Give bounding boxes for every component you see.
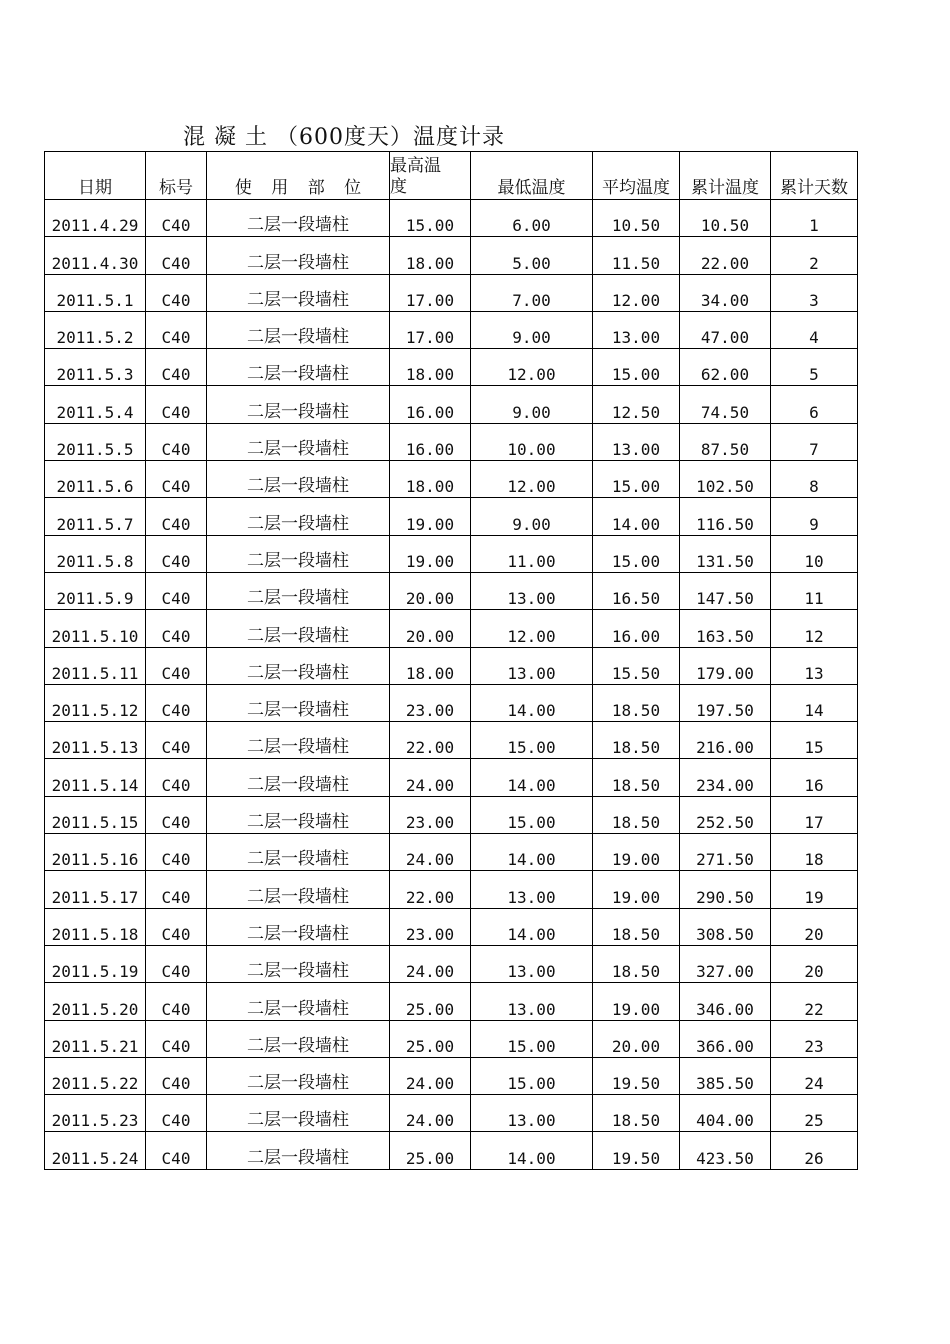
date-cell: 2011.4.29	[45, 200, 146, 237]
grade-cell: C40	[146, 908, 207, 945]
avg-temp-cell: 14.00	[593, 498, 680, 535]
cum-temp-cell: 34.00	[680, 274, 771, 311]
table-row	[45, 610, 858, 647]
max-temp-cell: 19.00	[390, 535, 471, 572]
avg-temp-cell: 13.00	[593, 311, 680, 348]
cum-days-cell: 11	[771, 572, 858, 609]
cum-temp-cell: 385.50	[680, 1057, 771, 1094]
avg-temp-cell: 12.00	[593, 274, 680, 311]
date-cell: 2011.5.9	[45, 572, 146, 609]
cum-days-cell: 13	[771, 647, 858, 684]
max-temp-cell: 18.00	[390, 349, 471, 386]
cum-temp-cell: 147.50	[680, 572, 771, 609]
grade-cell: C40	[146, 461, 207, 498]
temperature-log-table	[44, 151, 858, 1170]
table-row	[45, 1095, 858, 1132]
avg-temp-cell: 15.50	[593, 647, 680, 684]
grade-cell: C40	[146, 871, 207, 908]
cum-days-cell: 4	[771, 311, 858, 348]
location-cell: 二层一段墙柱	[207, 1020, 390, 1057]
location-cell: 二层一段墙柱	[207, 945, 390, 982]
date-cell: 2011.5.3	[45, 349, 146, 386]
header-row	[45, 152, 858, 200]
max-temp-cell: 23.00	[390, 796, 471, 833]
avg-temp-cell: 18.50	[593, 684, 680, 721]
max-temp-cell: 24.00	[390, 945, 471, 982]
cum-temp-cell: 116.50	[680, 498, 771, 535]
avg-temp-cell: 19.50	[593, 1057, 680, 1094]
avg-temp-cell: 12.50	[593, 386, 680, 423]
table-row	[45, 1020, 858, 1057]
cum-days-cell: 1	[771, 200, 858, 237]
avg-temp-cell: 10.50	[593, 200, 680, 237]
min-temp-cell: 13.00	[471, 983, 593, 1020]
table-row	[45, 1057, 858, 1094]
location-cell: 二层一段墙柱	[207, 834, 390, 871]
cum-days-cell: 15	[771, 722, 858, 759]
table-row	[45, 647, 858, 684]
date-cell: 2011.5.20	[45, 983, 146, 1020]
cum-temp-cell: 74.50	[680, 386, 771, 423]
header-avg-temp: 平均温度	[593, 152, 680, 200]
max-temp-cell: 20.00	[390, 610, 471, 647]
date-cell: 2011.5.16	[45, 834, 146, 871]
grade-cell: C40	[146, 349, 207, 386]
location-cell: 二层一段墙柱	[207, 759, 390, 796]
max-temp-cell: 17.00	[390, 274, 471, 311]
avg-temp-cell: 15.00	[593, 461, 680, 498]
header-grade: 标号	[146, 152, 207, 200]
min-temp-cell: 13.00	[471, 647, 593, 684]
date-cell: 2011.4.30	[45, 237, 146, 274]
grade-cell: C40	[146, 572, 207, 609]
max-temp-cell: 18.00	[390, 647, 471, 684]
cum-temp-cell: 163.50	[680, 610, 771, 647]
date-cell: 2011.5.8	[45, 535, 146, 572]
cum-temp-cell: 102.50	[680, 461, 771, 498]
grade-cell: C40	[146, 274, 207, 311]
location-cell: 二层一段墙柱	[207, 349, 390, 386]
max-temp-cell: 18.00	[390, 461, 471, 498]
grade-cell: C40	[146, 684, 207, 721]
min-temp-cell: 9.00	[471, 498, 593, 535]
grade-cell: C40	[146, 311, 207, 348]
max-temp-cell: 24.00	[390, 1057, 471, 1094]
min-temp-cell: 12.00	[471, 461, 593, 498]
location-cell: 二层一段墙柱	[207, 610, 390, 647]
cum-temp-cell: 404.00	[680, 1095, 771, 1132]
cum-temp-cell: 290.50	[680, 871, 771, 908]
header-cum-temp: 累计温度	[680, 152, 771, 200]
min-temp-cell: 10.00	[471, 423, 593, 460]
cum-days-cell: 26	[771, 1132, 858, 1169]
date-cell: 2011.5.23	[45, 1095, 146, 1132]
min-temp-cell: 13.00	[471, 572, 593, 609]
cum-days-cell: 7	[771, 423, 858, 460]
grade-cell: C40	[146, 1095, 207, 1132]
location-cell: 二层一段墙柱	[207, 200, 390, 237]
date-cell: 2011.5.4	[45, 386, 146, 423]
min-temp-cell: 5.00	[471, 237, 593, 274]
cum-temp-cell: 327.00	[680, 945, 771, 982]
date-cell: 2011.5.15	[45, 796, 146, 833]
min-temp-cell: 15.00	[471, 722, 593, 759]
grade-cell: C40	[146, 834, 207, 871]
grade-cell: C40	[146, 386, 207, 423]
location-cell: 二层一段墙柱	[207, 498, 390, 535]
min-temp-cell: 13.00	[471, 945, 593, 982]
cum-temp-cell: 366.00	[680, 1020, 771, 1057]
grade-cell: C40	[146, 1020, 207, 1057]
max-temp-cell: 25.00	[390, 1132, 471, 1169]
cum-days-cell: 16	[771, 759, 858, 796]
location-cell: 二层一段墙柱	[207, 535, 390, 572]
table-row	[45, 349, 858, 386]
grade-cell: C40	[146, 498, 207, 535]
avg-temp-cell: 18.50	[593, 796, 680, 833]
max-temp-cell: 23.00	[390, 684, 471, 721]
table-row	[45, 423, 858, 460]
grade-cell: C40	[146, 722, 207, 759]
location-cell: 二层一段墙柱	[207, 423, 390, 460]
table-row	[45, 983, 858, 1020]
cum-temp-cell: 271.50	[680, 834, 771, 871]
table-row	[45, 945, 858, 982]
table-row	[45, 200, 858, 237]
cum-temp-cell: 197.50	[680, 684, 771, 721]
min-temp-cell: 14.00	[471, 684, 593, 721]
max-temp-cell: 24.00	[390, 834, 471, 871]
avg-temp-cell: 19.00	[593, 871, 680, 908]
cum-temp-cell: 10.50	[680, 200, 771, 237]
date-cell: 2011.5.7	[45, 498, 146, 535]
cum-temp-cell: 22.00	[680, 237, 771, 274]
cum-days-cell: 8	[771, 461, 858, 498]
date-cell: 2011.5.11	[45, 647, 146, 684]
avg-temp-cell: 15.00	[593, 349, 680, 386]
location-cell: 二层一段墙柱	[207, 983, 390, 1020]
min-temp-cell: 15.00	[471, 796, 593, 833]
location-cell: 二层一段墙柱	[207, 908, 390, 945]
avg-temp-cell: 11.50	[593, 237, 680, 274]
location-cell: 二层一段墙柱	[207, 274, 390, 311]
max-temp-cell: 16.00	[390, 423, 471, 460]
table-row	[45, 311, 858, 348]
max-temp-cell: 24.00	[390, 759, 471, 796]
location-cell: 二层一段墙柱	[207, 386, 390, 423]
location-cell: 二层一段墙柱	[207, 572, 390, 609]
date-cell: 2011.5.10	[45, 610, 146, 647]
date-cell: 2011.5.21	[45, 1020, 146, 1057]
header-max-temp	[390, 152, 471, 200]
avg-temp-cell: 15.00	[593, 535, 680, 572]
max-temp-cell: 19.00	[390, 498, 471, 535]
grade-cell: C40	[146, 945, 207, 982]
location-cell: 二层一段墙柱	[207, 1095, 390, 1132]
table-row	[45, 834, 858, 871]
min-temp-cell: 14.00	[471, 908, 593, 945]
grade-cell: C40	[146, 1057, 207, 1094]
cum-temp-cell: 308.50	[680, 908, 771, 945]
max-temp-cell: 22.00	[390, 722, 471, 759]
grade-cell: C40	[146, 983, 207, 1020]
cum-days-cell: 2	[771, 237, 858, 274]
avg-temp-cell: 19.00	[593, 834, 680, 871]
avg-temp-cell: 18.50	[593, 759, 680, 796]
date-cell: 2011.5.12	[45, 684, 146, 721]
min-temp-cell: 9.00	[471, 386, 593, 423]
date-cell: 2011.5.19	[45, 945, 146, 982]
max-temp-cell: 25.00	[390, 1020, 471, 1057]
cum-days-cell: 3	[771, 274, 858, 311]
location-cell: 二层一段墙柱	[207, 237, 390, 274]
date-cell: 2011.5.14	[45, 759, 146, 796]
date-cell: 2011.5.13	[45, 722, 146, 759]
cum-days-cell: 6	[771, 386, 858, 423]
avg-temp-cell: 18.50	[593, 722, 680, 759]
date-cell: 2011.5.6	[45, 461, 146, 498]
avg-temp-cell: 19.50	[593, 1132, 680, 1169]
table-row	[45, 1132, 858, 1169]
max-temp-cell: 16.00	[390, 386, 471, 423]
avg-temp-cell: 16.00	[593, 610, 680, 647]
grade-cell: C40	[146, 237, 207, 274]
grade-cell: C40	[146, 1132, 207, 1169]
table-row	[45, 237, 858, 274]
min-temp-cell: 15.00	[471, 1020, 593, 1057]
avg-temp-cell: 13.00	[593, 423, 680, 460]
cum-days-cell: 12	[771, 610, 858, 647]
cum-days-cell: 23	[771, 1020, 858, 1057]
cum-temp-cell: 87.50	[680, 423, 771, 460]
max-temp-cell: 25.00	[390, 983, 471, 1020]
avg-temp-cell: 19.00	[593, 983, 680, 1020]
cum-days-cell: 19	[771, 871, 858, 908]
avg-temp-cell: 20.00	[593, 1020, 680, 1057]
table-row	[45, 386, 858, 423]
avg-temp-cell: 18.50	[593, 908, 680, 945]
table-row	[45, 535, 858, 572]
cum-days-cell: 9	[771, 498, 858, 535]
cum-days-cell: 18	[771, 834, 858, 871]
max-temp-cell: 23.00	[390, 908, 471, 945]
max-temp-cell: 24.00	[390, 1095, 471, 1132]
table-row	[45, 796, 858, 833]
table-row	[45, 498, 858, 535]
max-temp-cell: 18.00	[390, 237, 471, 274]
min-temp-cell: 13.00	[471, 1095, 593, 1132]
min-temp-cell: 14.00	[471, 759, 593, 796]
date-cell: 2011.5.17	[45, 871, 146, 908]
max-temp-cell: 15.00	[390, 200, 471, 237]
cum-temp-cell: 346.00	[680, 983, 771, 1020]
min-temp-cell: 7.00	[471, 274, 593, 311]
max-temp-cell: 22.00	[390, 871, 471, 908]
cum-temp-cell: 62.00	[680, 349, 771, 386]
header-location: 使 用 部 位	[207, 152, 390, 200]
date-cell: 2011.5.1	[45, 274, 146, 311]
location-cell: 二层一段墙柱	[207, 796, 390, 833]
grade-cell: C40	[146, 423, 207, 460]
location-cell: 二层一段墙柱	[207, 1132, 390, 1169]
cum-temp-cell: 179.00	[680, 647, 771, 684]
table-row	[45, 274, 858, 311]
avg-temp-cell: 16.50	[593, 572, 680, 609]
cum-days-cell: 20	[771, 945, 858, 982]
header-date: 日期	[45, 152, 146, 200]
cum-days-cell: 22	[771, 983, 858, 1020]
cum-days-cell: 24	[771, 1057, 858, 1094]
avg-temp-cell: 18.50	[593, 945, 680, 982]
location-cell: 二层一段墙柱	[207, 722, 390, 759]
grade-cell: C40	[146, 535, 207, 572]
table-row	[45, 461, 858, 498]
avg-temp-cell: 18.50	[593, 1095, 680, 1132]
grade-cell: C40	[146, 759, 207, 796]
min-temp-cell: 13.00	[471, 871, 593, 908]
cum-temp-cell: 216.00	[680, 722, 771, 759]
cum-days-cell: 5	[771, 349, 858, 386]
min-temp-cell: 14.00	[471, 834, 593, 871]
header-max-temp-label: 最高温度	[390, 156, 441, 197]
grade-cell: C40	[146, 200, 207, 237]
cum-temp-cell: 47.00	[680, 311, 771, 348]
location-cell: 二层一段墙柱	[207, 461, 390, 498]
min-temp-cell: 12.00	[471, 610, 593, 647]
table-row	[45, 908, 858, 945]
location-cell: 二层一段墙柱	[207, 311, 390, 348]
location-cell: 二层一段墙柱	[207, 871, 390, 908]
min-temp-cell: 12.00	[471, 349, 593, 386]
cum-days-cell: 10	[771, 535, 858, 572]
cum-temp-cell: 252.50	[680, 796, 771, 833]
min-temp-cell: 6.00	[471, 200, 593, 237]
cum-days-cell: 14	[771, 684, 858, 721]
table-row	[45, 759, 858, 796]
location-cell: 二层一段墙柱	[207, 647, 390, 684]
header-min-temp: 最低温度	[471, 152, 593, 200]
table-row	[45, 722, 858, 759]
grade-cell: C40	[146, 647, 207, 684]
cum-temp-cell: 234.00	[680, 759, 771, 796]
table-row	[45, 572, 858, 609]
cum-days-cell: 20	[771, 908, 858, 945]
min-temp-cell: 15.00	[471, 1057, 593, 1094]
date-cell: 2011.5.22	[45, 1057, 146, 1094]
date-cell: 2011.5.2	[45, 311, 146, 348]
grade-cell: C40	[146, 610, 207, 647]
location-cell: 二层一段墙柱	[207, 1057, 390, 1094]
cum-days-cell: 17	[771, 796, 858, 833]
grade-cell: C40	[146, 796, 207, 833]
page-title: 混 凝 土 （600度天）温度计录	[183, 125, 505, 150]
location-cell: 二层一段墙柱	[207, 684, 390, 721]
cum-temp-cell: 131.50	[680, 535, 771, 572]
table-row	[45, 684, 858, 721]
date-cell: 2011.5.24	[45, 1132, 146, 1169]
min-temp-cell: 9.00	[471, 311, 593, 348]
table-row	[45, 871, 858, 908]
date-cell: 2011.5.5	[45, 423, 146, 460]
max-temp-cell: 17.00	[390, 311, 471, 348]
max-temp-cell: 20.00	[390, 572, 471, 609]
cum-temp-cell: 423.50	[680, 1132, 771, 1169]
table-body	[45, 200, 858, 1170]
cum-days-cell: 25	[771, 1095, 858, 1132]
min-temp-cell: 14.00	[471, 1132, 593, 1169]
min-temp-cell: 11.00	[471, 535, 593, 572]
header-cum-days: 累计天数	[771, 152, 858, 200]
date-cell: 2011.5.18	[45, 908, 146, 945]
